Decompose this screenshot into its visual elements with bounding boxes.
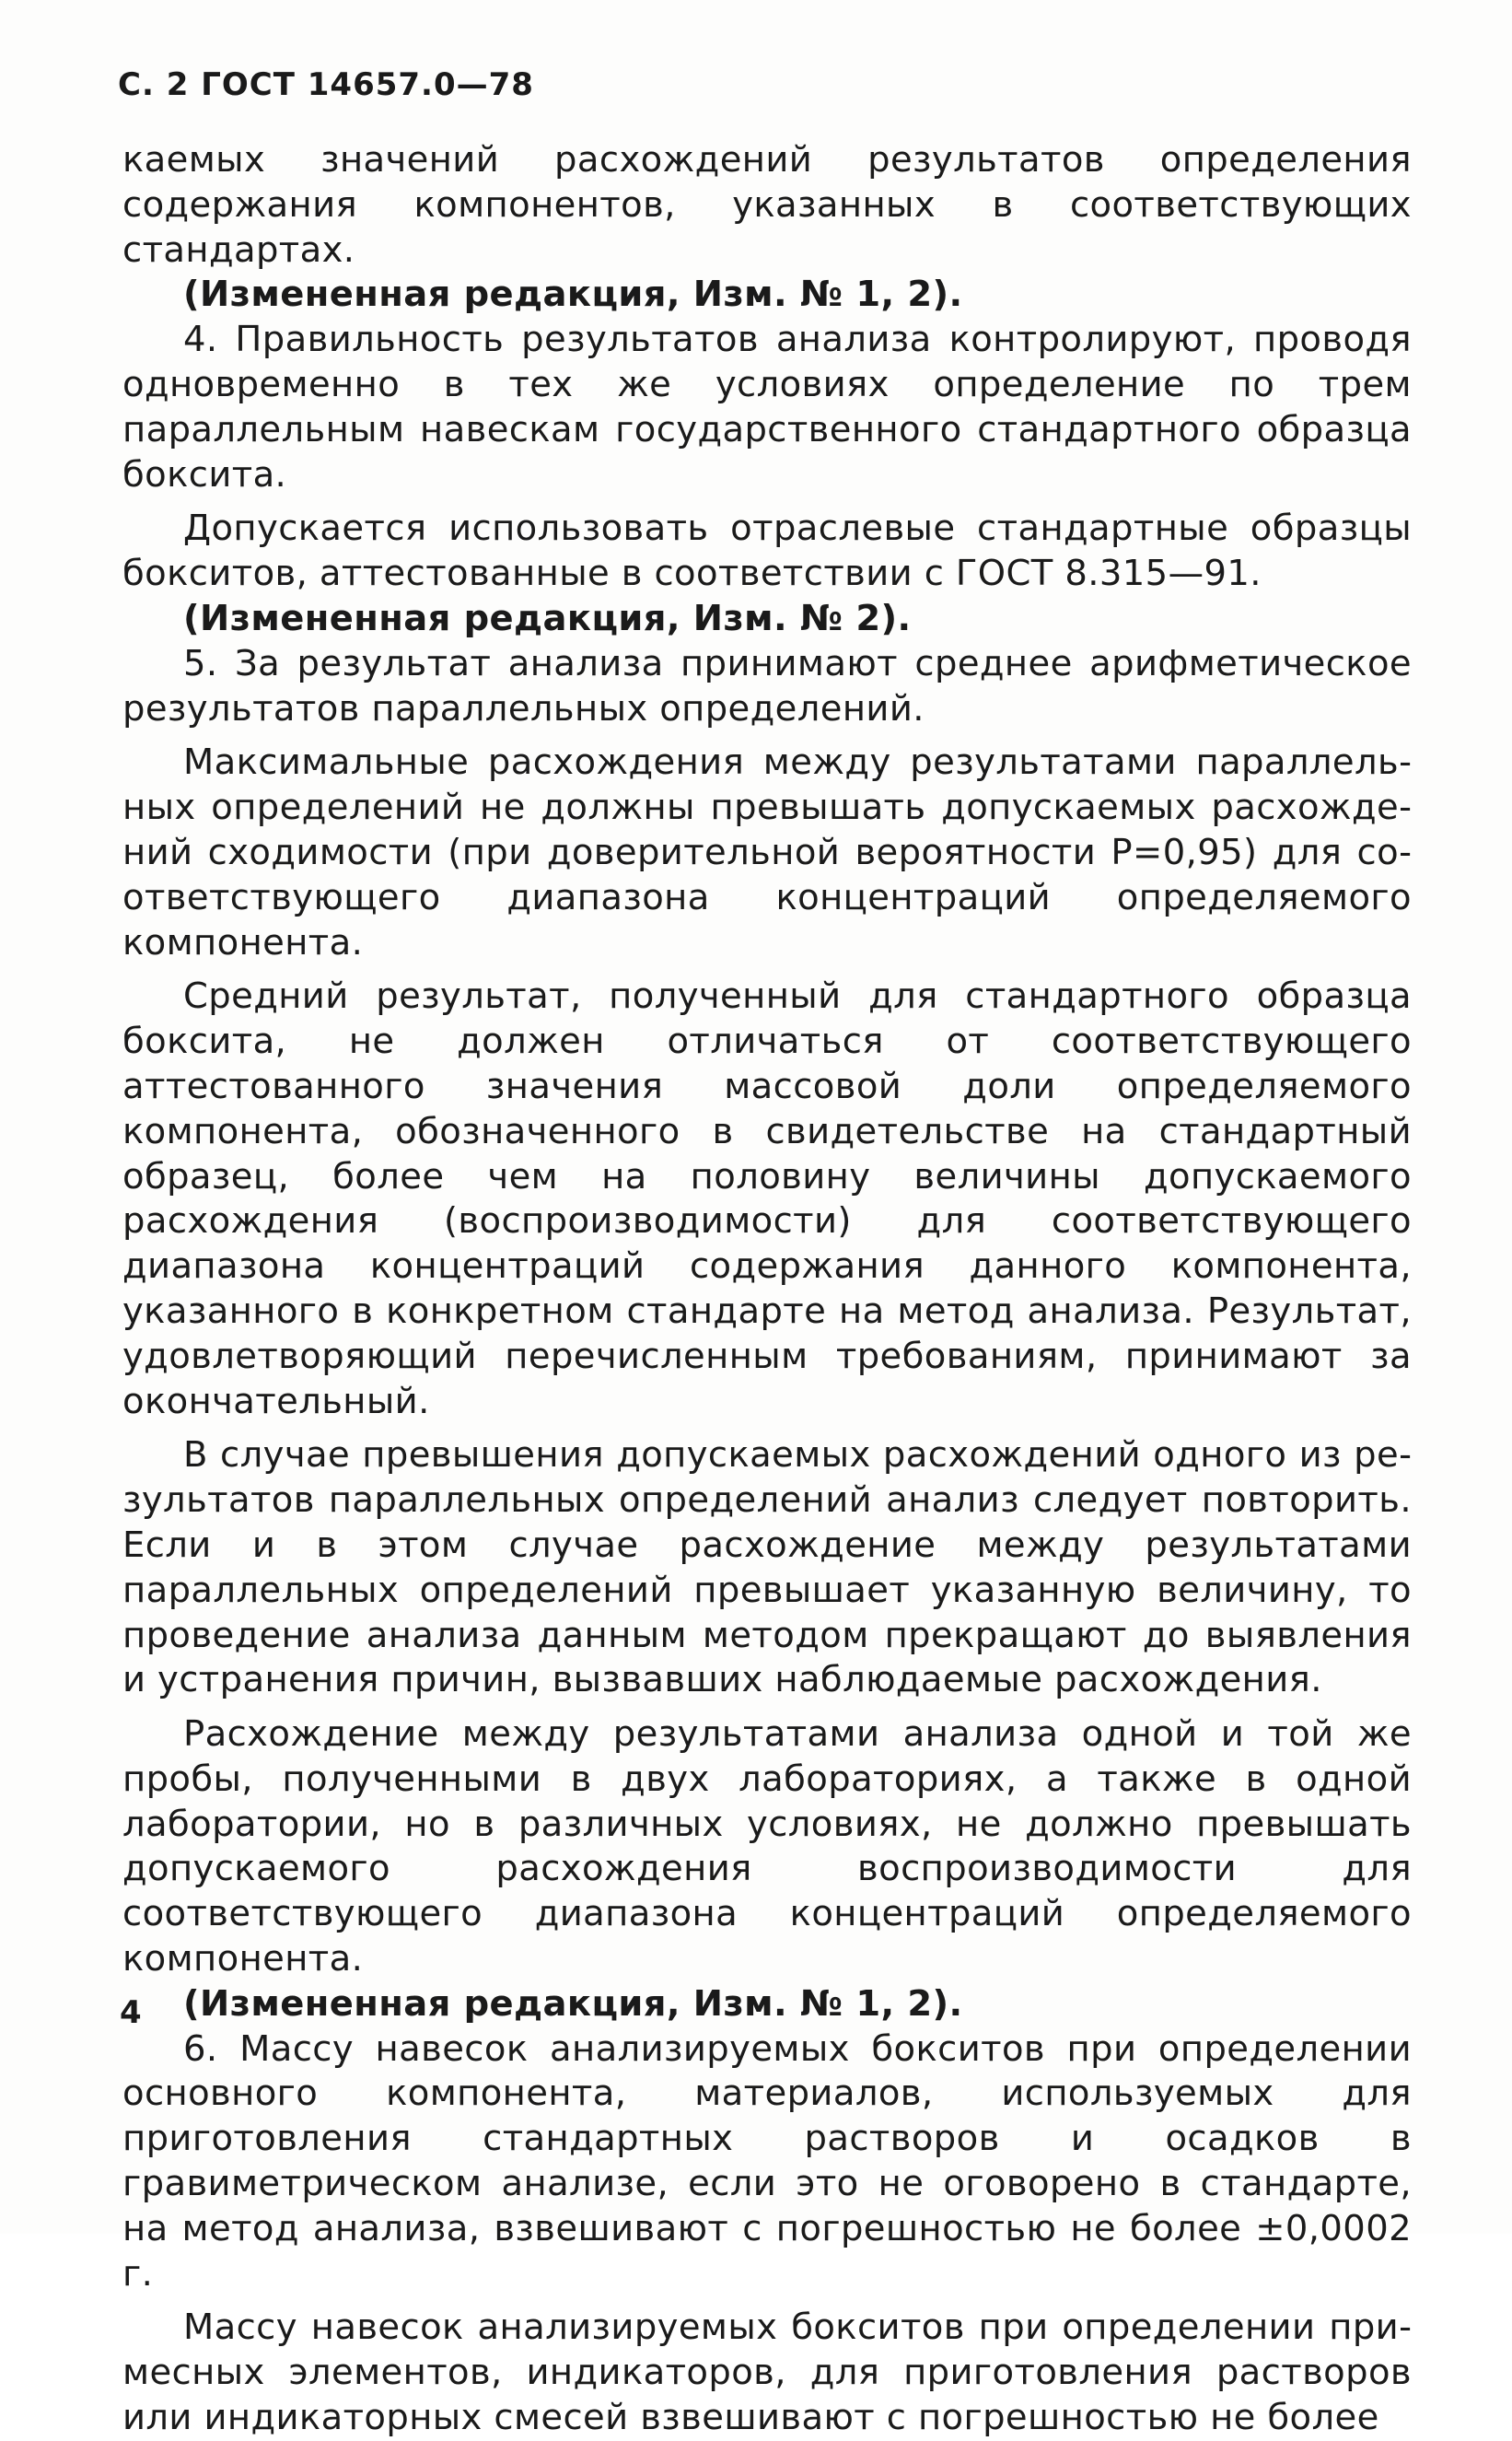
paragraph-clause-5: 5. За результат анализа принимают среднее арифметическое результатов параллельных определений. [122,642,1412,730]
paragraph: В случае превышения допускаемых расхождений одного из результатов параллельных определений анализ следует повторить. Если и в этом случае расхождение между результатами параллельных определений превышает указанную величину, то проведение анализа данным методом прекращают до выявления и устранения причин, вызвавших наблюдаемые расхождения. [122,1434,1412,1701]
body-text [122,138,1412,2441]
paragraph-clause-6: 6. Массу навесок анализируемых бокситов при определении основного компонента, материалов, используемых для приготовления стандартных растворов и осадков в гравиметрическом анализе, если это не оговорено в стандарте, на метод анализа, взвешивают с погрешностью не более ±0,0002 г. [122,2027,1412,2295]
paragraph-clause-4: 4. Правильность результатов анализа контролируют, проводя одновременно в тех же условиях определение по трем параллельным навескам государственного стандартного образца боксита. [122,319,1412,496]
amendment-note: (Измененная редакция, Изм. № 1, 2). [183,1982,963,2025]
paragraph-continuation: каемых значений расхождений результатов определения содержания компонентов, указанных в соответствующих стандартах. [122,139,1412,271]
amendment-note: (Измененная редакция, Изм. № 1, 2). [183,274,963,316]
amendment-note: (Измененная редакция, Изм. № 2). [183,597,912,639]
paragraph: Допускается использовать отраслевые стандартные образцы бокситов, аттестованные в соответствии с ГОСТ 8.315—91. [122,508,1412,595]
paragraph: Средний результат, полученный для стандартного образца боксита, не должен отличаться от соответствующего аттестованного значения массовой доли определяемого компонента, обозначенного в свидетельстве на стандартный образец, более чем на половину величины допускаемого расхождения (воспроизводимости) для соответствующего диапазона концентраций содержания данного компонента, указанного в конкретном стандарте на метод анализа. Результат, удовлетворяющий перечисленным требованиям, принимают за окончательный. [122,975,1412,1422]
page-header: С. 2 ГОСТ 14657.0—78 [118,66,534,103]
paragraph: Максимальные расхождения между результатами параллельных определений не должны превышать допускаемых расхождений сходимости (при доверительной вероятности P=0,95) для соответствующего диапазона концентраций определяемого компонента. [122,742,1412,964]
paragraph: Массу навесок анализируемых бокситов при определении примесных элементов, индикаторов, для приготовления растворов или индикаторных смесей взвешивают с погрешностью не более [122,2307,1412,2439]
page-number: 4 [120,1994,142,2031]
paragraph: Расхождение между результатами анализа одной и той же пробы, полученными в двух лабораториях, а также в одной лаборатории, но в различных условиях, не должно превышать допускаемого расхождения воспроизводимости для соответствующего диапазона концентраций определяемого компонента. [122,1713,1412,1980]
